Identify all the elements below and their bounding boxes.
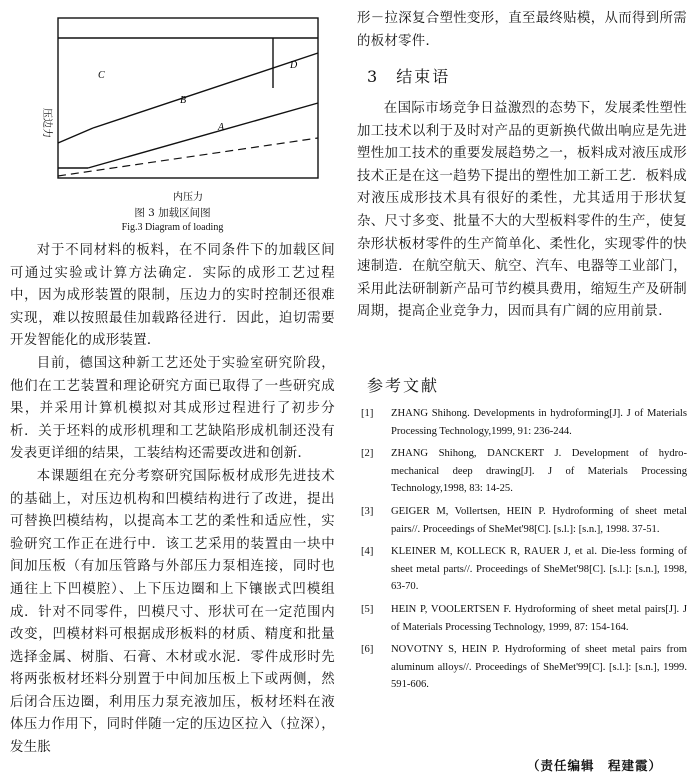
section-number: 3: [367, 67, 378, 86]
reference-item: [361, 641, 687, 694]
reference-item: [361, 543, 687, 596]
left-body: [10, 240, 335, 760]
reference-text: NOVOTNY S, HEIN P. Hydroforming of sheet metal pairs from aluminum alloys//. Proceedings of SheMet'99[C]. [s.l.]: [s.n.], 1999. 591-606.: [391, 644, 687, 691]
region-label-c: C: [98, 70, 105, 81]
paragraph-loading-range: 对于不同材料的板料，在不同条件下的加载区间可通过实验或计算方法确定．实际的成形工艺过程中，因为成形装置的限制，压边力的实时控制还很难实现，难以按照最佳加载路径进行．因此，迫切需要开发智能化的成形装置．: [10, 243, 335, 349]
reference-text: ZHANG Shihong, DANCKERT J. Development of hydro-mechanical deep drawing[J]. J of Materials Processing Technology,1998, 83: 14-25.: [391, 448, 687, 495]
reference-number: [3]: [361, 505, 374, 517]
y-axis-label: 压边力: [41, 108, 52, 138]
references-list: [361, 405, 687, 699]
section-title: 结束语: [396, 67, 451, 86]
lower-diagonal: [88, 103, 318, 168]
reference-text: HEIN P, VOOLERTSEN F. Hydroforming of sheet metal pairs[J]. J of Materials Processing Technology, 1999, 87: 154-164.: [391, 603, 687, 633]
section-heading: [367, 64, 450, 87]
region-label-b: B: [180, 95, 187, 106]
diagram-frame: [58, 18, 318, 178]
reference-item: [361, 503, 687, 538]
paragraph-group-work: 本课题组在充分考察研究国际板材成形先进技术的基础上，对压边机构和凹模结构进行了改进，提出可替换凹模结构，以提高本工艺的柔性和适应性，实验研究工作正在进行中．该工艺采用的装置由一块中间加压板（有加压管路与外部压力泵相连接，同时也通往上下凹模腔）、上下压边圈和上下镶嵌式凹模组成．针对不同零件，凹模尺寸、形状可在一定范围内改变，凹模材料可根据成形板料的材质、精度和批量选择金属、树脂、石膏、木材或水泥．零件成形时先将两张板材坯料分别置于中间加压板上下或两侧，然后闭合压边圈，利用压力泵充液加压，板材坯料在液体压力作用下，同时伴随一定的压边区拉入（拉深），发生胀: [10, 468, 335, 756]
reference-number: [6]: [361, 644, 374, 656]
figure-caption-cn: 图 3 加载区间图: [134, 207, 211, 219]
reference-text: GEIGER M, Vollertsen, HEIN P. Hydroforming of sheet metal pairs//. Proceedings of SheMet'98[C]. [s.l.]: [s.n.], 1998. 37-51.: [391, 505, 687, 535]
loading-diagram: [28, 8, 328, 203]
paragraph-continuation: 形－拉深复合塑性变形，直至最终贴模，从而得到所需的板材零件．: [357, 11, 687, 49]
x-axis-label: 内压力: [173, 192, 203, 203]
upper-diagonal: [93, 53, 318, 128]
reference-text: ZHANG Shihong. Developments in hydroforming[J]. J of Materials Processing Technology,1999, 91: 236-244.: [391, 408, 687, 437]
paragraph-research-status: 目前，德国这种新工艺还处于实验室研究阶段，他们在工艺装置和理论研究方面已取得了一些研究成果，并采用计算机模拟对其成形过程进行了初步分析．关于坯料的成形机理和工艺缺陷形成机制还没有发表更详细的结果，工装结构还需要改进和创新．: [10, 355, 335, 462]
reference-item: [361, 445, 687, 498]
reference-item: [361, 405, 687, 440]
references-title: 参考文献: [367, 376, 440, 395]
reference-number: [2]: [361, 448, 374, 460]
figure-caption-en: Fig.3 Diagram of loading: [121, 222, 224, 233]
paragraph-conclusion: 在国际市场竞争日益激烈的态势下，发展柔性塑性加工技术以利于及时对产品的更新换代做出响应是先进塑性加工技术的重要发展趋势之一，板料成对液压成形技术正是在这一趋势下提出的塑性加工新工艺．板料成对液压成形技术具有很好的柔性，尤其适用于形状复杂、尺寸多变、批量不大的大型板料零件的生产，使复杂形状板材零件的生产简单化、柔性化，实现零件的快速制造．在航空航天、航空、汽车、电器等工业部门，采用此法研制新产品可节约模具费用，缩短生产及研制周期，提高企业竞争力，因而具有广阔的应用前景．: [357, 101, 687, 320]
reference-item: [361, 601, 687, 636]
dashed-limit-line: [58, 138, 318, 176]
responsible-editor: （责任编辑 程建霞）: [527, 758, 663, 773]
reference-number: [1]: [361, 408, 374, 419]
region-label-a: A: [218, 122, 225, 133]
reference-number: [5]: [361, 603, 374, 615]
loading-diagram-svg: [28, 8, 328, 203]
reference-number: [4]: [361, 546, 374, 558]
region-label-d: D: [290, 60, 298, 71]
left-boundary: [58, 128, 93, 143]
reference-text: KLEINER M, KOLLECK R, RAUER J, et al. Die-less forming of sheet metal parts//. Proceedings of SheMet'98[C]. [s.l.]: [s.n.], 1998, 63-70.: [391, 546, 687, 593]
